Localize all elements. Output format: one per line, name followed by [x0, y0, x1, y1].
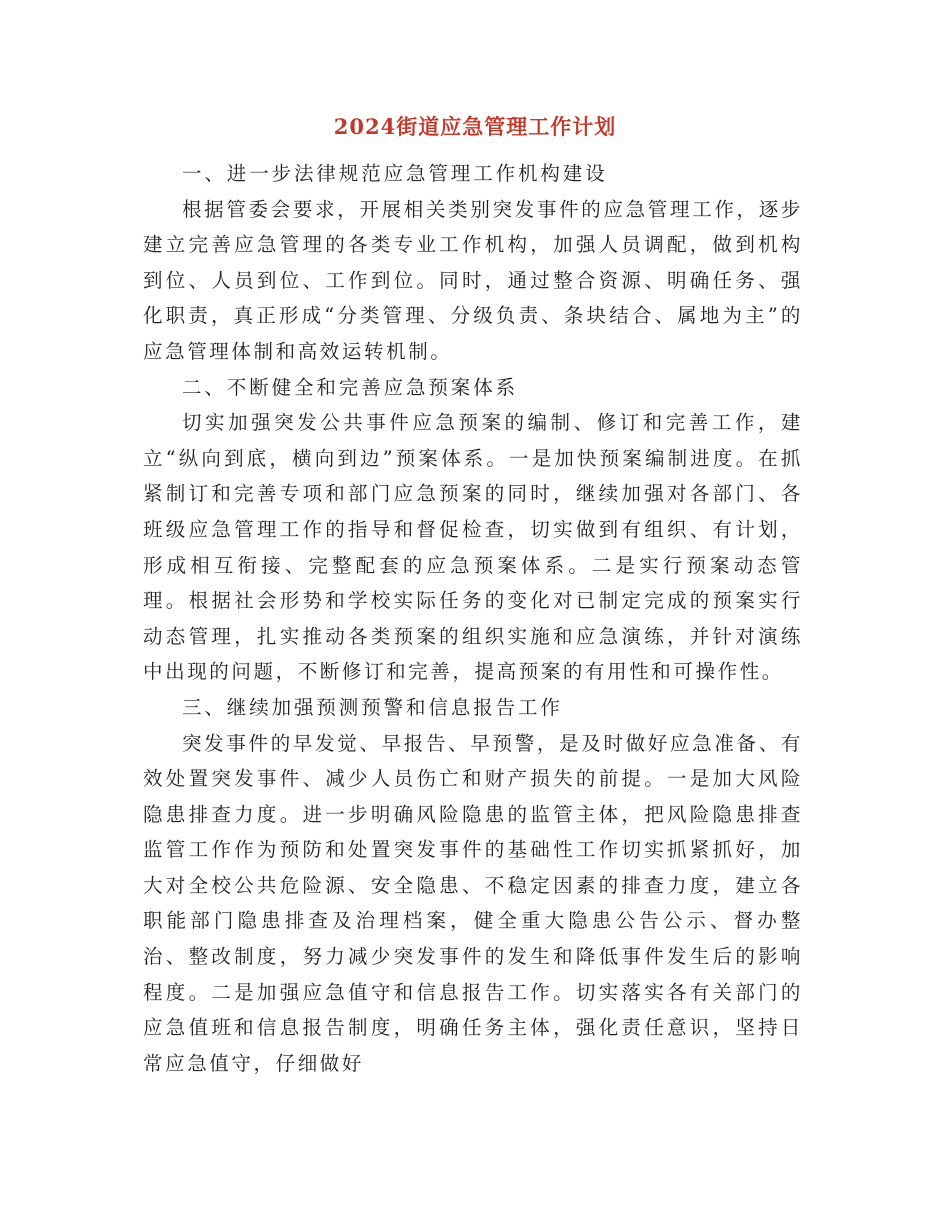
section-heading-2: 二、不断健全和完善应急预案体系 [182, 375, 519, 399]
section-heading-1: 一、进一步法律规范应急管理工作机构建设 [182, 162, 608, 185]
document-body [143, 156, 803, 1081]
page-title: 2024街道应急管理工作计划 [333, 114, 617, 139]
paragraph-1: 根据管委会要求，开展相关类别突发事件的应急管理工作，逐步建立完善应急管理的各类专业工作机构，加强人员调配，做到机构到位、人员到位、工作到位。同时，通过整合资源、明确任务、强化职责，真正形成“分类管理、分级负责、条块结合、属地为主”的应急管理体制和高效运转机制。 [143, 197, 803, 363]
paragraph-2: 切实加强突发公共事件应急预案的编制、修订和完善工作，建立“纵向到底，横向到边”预案体系。一是加快预案编制进度。在抓紧制订和完善专项和部门应急预案的同时，继续加强对各部门、各班级应急管理工作的指导和督促检查，切实做到有组织、有计划，形成相互衔接、完整配套的应急预案体系。二是实行预案动态管理。根据社会形势和学校实际任务的变化对已制定完成的预案实行动态管理，扎实推动各类预案的组织实施和应急演练，并针对演练中出现的问题，不断修订和完善，提高预案的有用性和可操作性。 [143, 411, 803, 684]
paragraph-3: 突发事件的早发觉、早报告、早预警，是及时做好应急准备、有效处置突发事件、减少人员伤亡和财产损失的前提。一是加大风险隐患排查力度。进一步明确风险隐患的监管主体，把风险隐患排查监管工作作为预防和处置突发事件的基础性工作切实抓紧抓好，加大对全校公共危险源、安全隐患、不稳定因素的排查力度，建立各职能部门隐患排查及治理档案，健全重大隐患公告公示、督办整治、整改制度，努力减少突发事件的发生和降低事件发生后的影响程度。二是加强应急值守和信息报告工作。切实落实各有关部门的应急值班和信息报告制度，明确任务主体，强化责任意识，坚持日常应急值守，仔细做好 [143, 731, 803, 1075]
section-heading-3: 三、继续加强预测预警和信息报告工作 [182, 695, 563, 719]
